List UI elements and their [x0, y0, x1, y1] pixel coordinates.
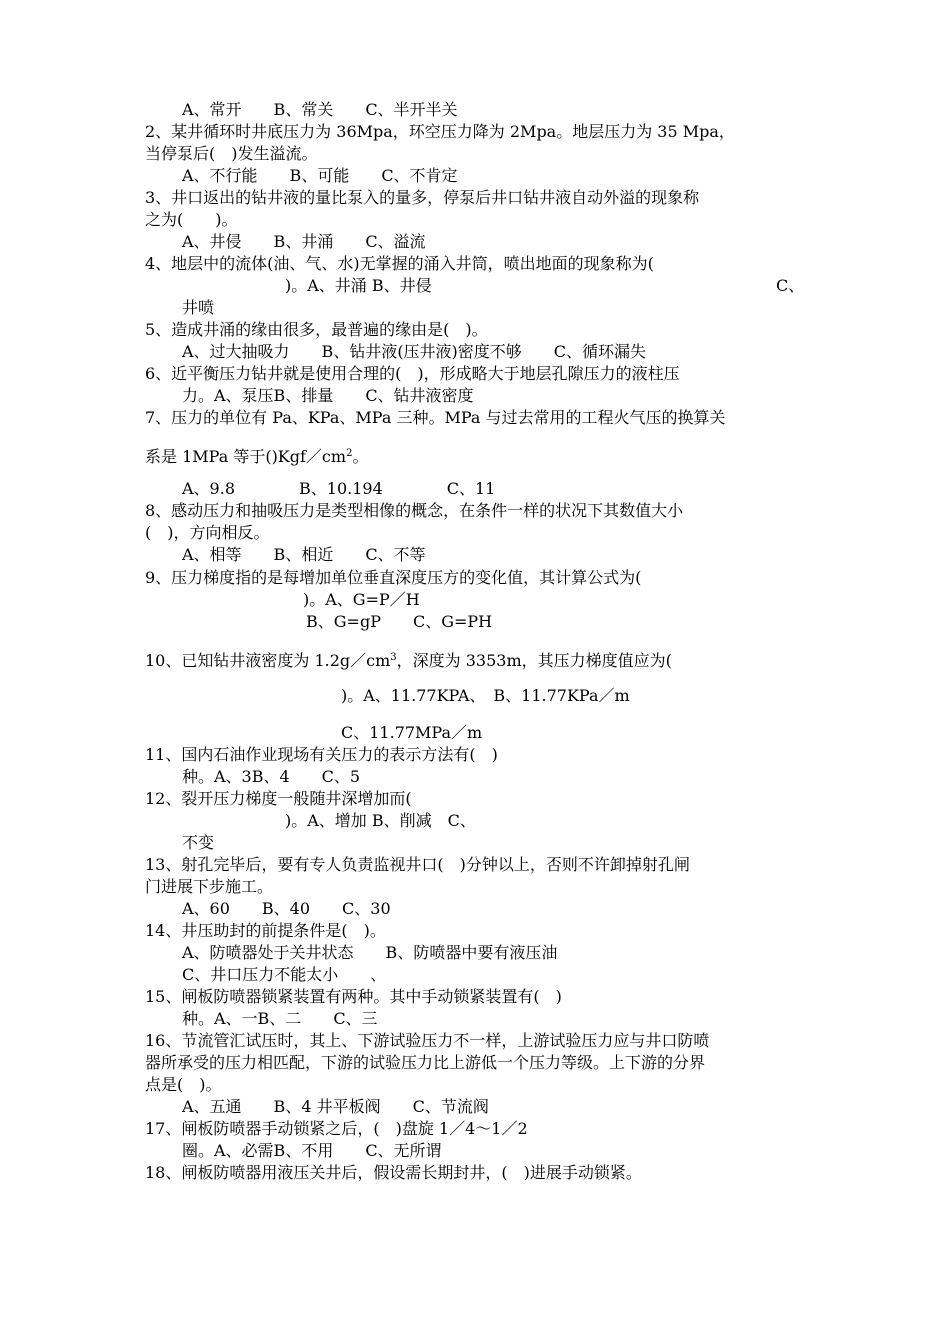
text-line: )。A、11.77KPA、 B、11.77KPa／m	[341, 686, 630, 705]
text-line: 不变	[182, 833, 215, 852]
text-line: 之为( )。	[145, 210, 238, 229]
text-segment: 系是 1MPa 等于()Kgf／cm	[145, 447, 347, 466]
text-line	[145, 446, 368, 468]
text-segment: ，深度为 3353m，其压力梯度值应为(	[396, 651, 672, 670]
text-line: 门进展下步施工。	[145, 877, 274, 896]
text-line: A、过大抽吸力 B、钻井液(压井液)密度不够 C、循环漏失	[182, 342, 647, 361]
text-line: A、60 B、40 C、30	[182, 899, 391, 918]
text-line: 4、地层中的流体(油、气、水)无掌握的涌入井筒，喷出地面的现象称为(	[145, 254, 654, 273]
text-line: A、常开 B、常关 C、半开半关	[182, 100, 458, 119]
text-line: 种。A、一B、二 C、三	[182, 1009, 378, 1028]
text-line: A、井侵 B、井涌 C、溢流	[182, 232, 426, 251]
text-line: )。A、增加 B、削减 C、	[285, 811, 476, 830]
text-line: 11、国内石油作业现场有关压力的表示方法有( )	[145, 745, 498, 764]
text-line: 8、感动压力和抽吸压力是类型相像的概念，在条件一样的状况下其数值大小	[145, 501, 684, 520]
text-line: 种。A、3B、4 C、5	[182, 767, 361, 786]
text-line: 6、近平衡压力钻井就是使用合理的( )，形成略大于地层孔隙压力的液柱压	[145, 364, 680, 383]
text-line: A、9.8 B、10.194 C、11	[182, 479, 496, 498]
text-line: 13、射孔完毕后，要有专人负责监视井口( )分钟以上，否则不许卸掉射孔闸	[145, 855, 690, 874]
text-line: A、相等 B、相近 C、不等	[182, 545, 426, 564]
text-line: 16、节流管汇试压时，其上、下游试验压力不一样，上游试验压力应与井口防喷	[145, 1031, 710, 1050]
text-line: 点是( )。	[145, 1075, 222, 1094]
superscript: 3	[390, 652, 397, 663]
text-line: A、五通 B、4 井平板阀 C、节流阀	[182, 1097, 489, 1116]
text-line: 力。A、泵压B、排量 C、钻井液密度	[182, 386, 474, 405]
text-line: 3、井口返出的钻井液的量比泵入的量多，停泵后井口钻井液自动外溢的现象称	[145, 188, 700, 207]
text-line: A、不行能 B、可能 C、不肯定	[182, 166, 458, 185]
text-line: 7、压力的单位有 Pa、KPa、MPa 三种。MPa 与过去常用的工程火气压的换算关	[145, 408, 726, 427]
text-line: 12、裂开压力梯度一般随井深增加而(	[145, 789, 412, 808]
text-segment: 10、已知钻井液密度为 1.2g／cm	[145, 651, 391, 670]
text-line: A、防喷器处于关井状态 B、防喷器中要有液压油	[182, 943, 558, 962]
text-line: C、11.77MPa／m	[341, 723, 483, 742]
text-line: B、G=gP C、G=PH	[306, 612, 493, 631]
text-line: )。A、井涌 B、井侵	[285, 276, 432, 295]
text-line: 井喷	[182, 298, 215, 317]
text-line: 5、造成井涌的缘由很多，最普遍的缘由是( )。	[145, 320, 488, 339]
text-line: 器所承受的压力相匹配，下游的试验压力比上游低一个压力等级。上下游的分界	[145, 1053, 706, 1072]
text-line	[145, 650, 672, 672]
text-line: C、井口压力不能太小 、	[182, 965, 387, 984]
text-line: 圈。A、必需B、不用 C、无所谓	[182, 1141, 442, 1160]
text-line: 2、某井循环时井底压力为 36Mpa，环空压力降为 2Mpa。地层压力为 35 Mpa，	[145, 122, 735, 141]
text-line: 15、闸板防喷器锁紧装置有两种。其中手动锁紧装置有( )	[145, 987, 562, 1006]
text-line: )。A、G=P／H	[303, 590, 420, 609]
text-line: 9、压力梯度指的是每增加单位垂直深度压方的变化值，其计算公式为(	[145, 568, 642, 587]
text-segment: 。	[352, 447, 369, 466]
text-line: 18、闸板防喷器用液压关井后，假设需长期封井，( )进展手动锁紧。	[145, 1163, 642, 1182]
text-line: 14、井压助封的前提条件是( )。	[145, 921, 386, 940]
text-line: C、	[776, 276, 805, 295]
text-line: 17、闸板防喷器手动锁紧之后，( )盘旋 1／4～1／2	[145, 1119, 528, 1138]
superscript: 2	[346, 448, 353, 459]
text-line: ( )，方向相反。	[145, 523, 270, 542]
text-line: 当停泵后( )发生溢流。	[145, 144, 318, 163]
